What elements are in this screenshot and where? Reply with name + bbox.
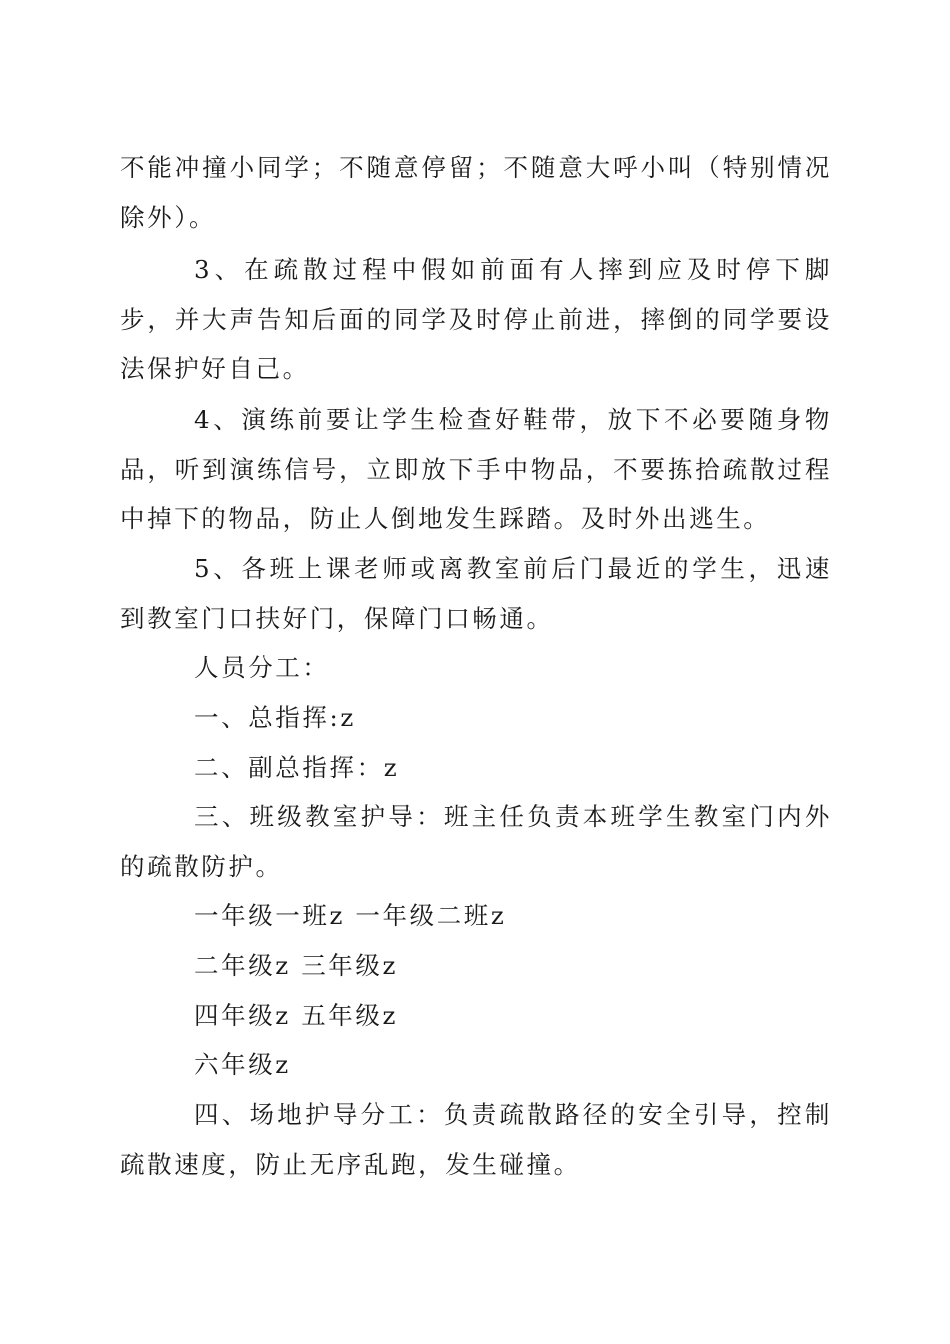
grade-list-3: 四年级z 五年级z	[194, 1001, 399, 1030]
role-classroom-guide: 三、班级教室护导：班主任负责本班学生教室门内外的疏散防护。	[120, 802, 832, 881]
role-field-guide: 四、场地护导分工：负责疏散路径的安全引导，控制疏散速度，防止无序乱跑，发生碰撞。	[120, 1100, 832, 1179]
paragraph-item-5: 5、各班上课老师或离教室前后门最近的学生，迅速到教室门口扶好门，保障门口畅通。	[120, 554, 832, 633]
role-chief-commander: 一、总指挥:z	[194, 703, 356, 732]
grade-list-1: 一年级一班z 一年级二班z	[194, 901, 507, 930]
grade-list-2: 二年级z 三年级z	[194, 951, 399, 980]
paragraph-item-4: 4、演练前要让学生检查好鞋带，放下不必要随身物品，听到演练信号，立即放下手中物品，不要拣拾疏散过程中掉下的物品，防止人倒地发生踩踏。及时外出逃生。	[120, 405, 832, 533]
section-heading-staff: 人员分工：	[194, 653, 330, 682]
grade-list-4: 六年级z	[194, 1050, 291, 1079]
role-deputy-commander: 二、副总指挥：z	[194, 753, 400, 782]
paragraph-item-3: 3、在疏散过程中假如前面有人摔到应及时停下脚步，并大声告知后面的同学及时停止前进，摔倒的同学要设法保护好自己。	[120, 255, 832, 383]
paragraph-continuation: 不能冲撞小同学；不随意停留；不随意大呼小叫（特别情况除外）。	[120, 153, 832, 232]
